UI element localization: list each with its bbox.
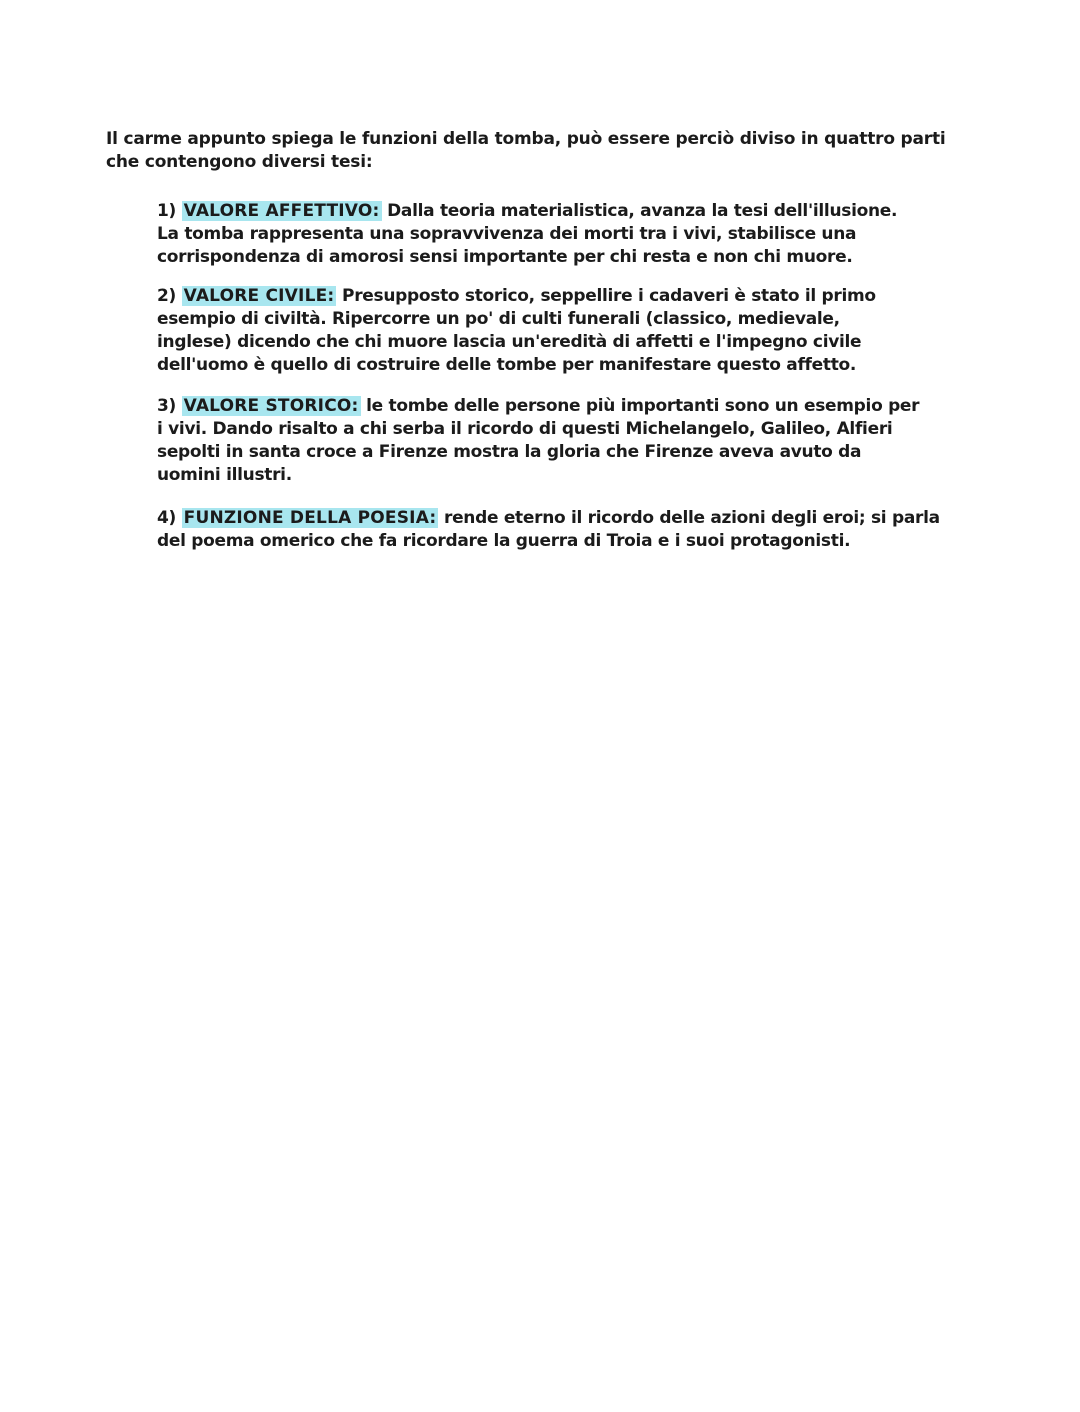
item-line: sepolti in santa croce a Firenze mostra la gloria che Firenze aveva avuto da — [157, 442, 862, 462]
list-item-valore-civile — [157, 285, 917, 377]
highlighted-label: VALORE AFFETTIVO: — [183, 201, 380, 221]
item-line: corrispondenza di amorosi sensi importante per chi resta e non chi muore. — [157, 247, 853, 267]
item-text: Presupposto storico, seppellire i cadaveri è stato il primo — [336, 286, 876, 306]
item-line: dell'uomo è quello di costruire delle tombe per manifestare questo affetto. — [157, 355, 857, 375]
highlighted-label: VALORE STORICO: — [183, 396, 359, 416]
item-number: 2) — [157, 286, 176, 306]
list-item-funzione-della-poesia — [157, 507, 940, 553]
item-line: La tomba rappresenta una sopravvivenza dei morti tra i vivi, stabilisce una — [157, 224, 857, 244]
item-first-line — [157, 200, 917, 223]
list-item-valore-storico — [157, 395, 920, 487]
intro-line: Il carme appunto spiega le funzioni della tomba, può essere perciò diviso in quattro parti — [106, 129, 946, 149]
item-first-line — [157, 507, 940, 530]
item-first-line — [157, 395, 920, 418]
item-number: 3) — [157, 396, 176, 416]
list-item-valore-affettivo — [157, 200, 917, 269]
item-number: 1) — [157, 201, 176, 221]
item-first-line — [157, 285, 917, 308]
item-line: i vivi. Dando risalto a chi serba il ricordo di questi Michelangelo, Galileo, Alfieri — [157, 419, 893, 439]
item-line: del poema omerico che fa ricordare la guerra di Troia e i suoi protagonisti. — [157, 531, 851, 551]
intro-line: che contengono diversi tesi: — [106, 152, 373, 172]
item-line: uomini illustri. — [157, 465, 292, 485]
item-line: esempio di civiltà. Ripercorre un po' di culti funerali (classico, medievale, — [157, 309, 840, 329]
item-text: Dalla teoria materialistica, avanza la tesi dell'illusione. — [381, 201, 898, 221]
item-text: le tombe delle persone più importanti sono un esempio per — [360, 396, 920, 416]
highlighted-label: FUNZIONE DELLA POESIA: — [183, 508, 437, 528]
highlighted-label: VALORE CIVILE: — [183, 286, 335, 306]
intro-paragraph — [106, 128, 986, 174]
item-line: inglese) dicendo che chi muore lascia un'eredità di affetti e l'impegno civile — [157, 332, 862, 352]
item-text: rende eterno il ricordo delle azioni degli eroi; si parla — [438, 508, 940, 528]
item-number: 4) — [157, 508, 176, 528]
